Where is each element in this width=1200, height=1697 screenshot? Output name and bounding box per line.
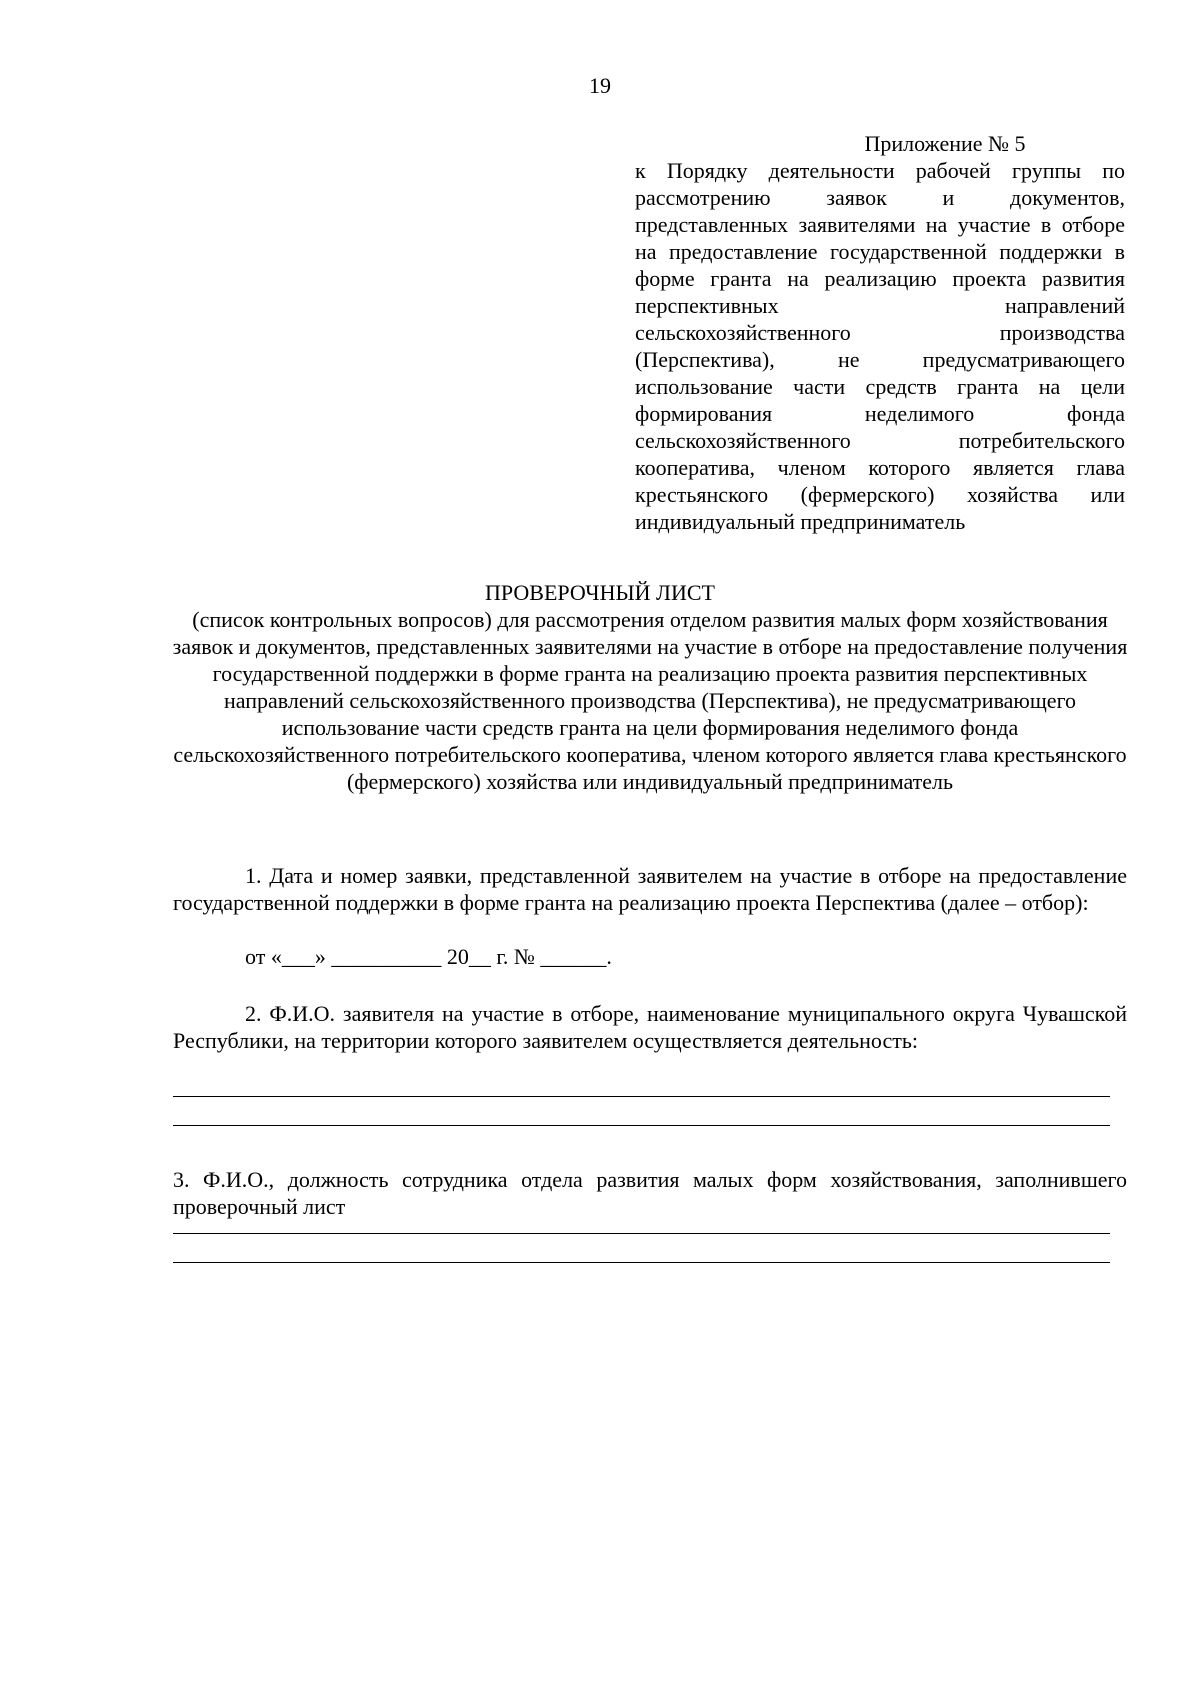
item-3-fill-line-2 [173, 1262, 1110, 1263]
appendix-title: Приложение № 5 [864, 131, 1026, 156]
item-1-text: 1. Дата и номер заявки, представленной заявителем на участие в отборе на предоставление государственной поддержки в форме гранта на реализацию проекта Перспектива (далее – отбор): [173, 863, 1127, 915]
document-subtitle: (список контрольных вопросов) для рассмотрения отделом развития малых форм хозяйствования заявок и документов, представленных заявителями на участие в отборе на предоставление получения государственной поддержки в форме гранта на реализацию проекта развития перспективных направлений сельскохозяйственного производства (Перспектива), не предусматривающего использование части средств гранта на цели формирования неделимого фонда сельскохозяйственного потребительского кооператива, членом которого является глава крестьянского (фермерского) хозяйства или индивидуальный предприниматель [172, 607, 1128, 794]
item-2-text: 2. Ф.И.О. заявителя на участие в отборе, наименование муниципального округа Чувашской Республики, на территории которого заявителем осуществляется деятельность: [173, 1001, 1127, 1053]
appendix-body: к Порядку деятельности рабочей группы по рассмотрению заявок и документов, представленных заявителями на участие в отборе на предоставление государственной поддержки в форме гранта на реализацию проекта развития перспективных направлений сельскохозяйственного производства (Перспектива), не предусматривающего использование части средств гранта на цели формирования неделимого фонда сельскохозяйственного потребительского кооператива, членом которого является глава крестьянского (фермерского) хозяйства или индивидуальный предприниматель [635, 158, 1125, 534]
item-3-fill-line-1 [173, 1233, 1110, 1234]
item-3-text: 3. Ф.И.О., должность сотрудника отдела развития малых форм хозяйствования, заполнившего проверочный лист [173, 1167, 1127, 1219]
item-2-fill-line-1 [173, 1096, 1110, 1097]
item-2-fill-line-2 [173, 1125, 1110, 1126]
page-number: 19 [589, 73, 611, 98]
item-1-date-line: от «___» __________ 20__ г. № ______. [245, 944, 612, 969]
document-title: ПРОВЕРОЧНЫЙ ЛИСТ [485, 580, 715, 605]
